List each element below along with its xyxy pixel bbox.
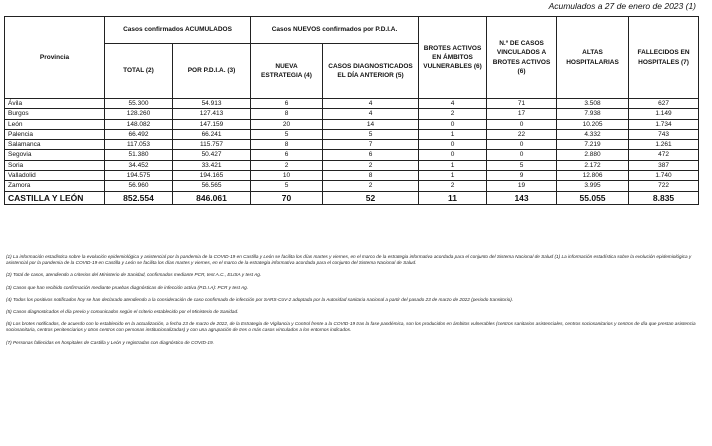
table-cell: 14 <box>323 119 419 129</box>
table-cell: 5 <box>487 160 557 170</box>
table-cell: 387 <box>629 160 699 170</box>
province-name: Palencia <box>5 129 105 139</box>
dia-anterior-header: CASOS DIAGNOSTICADOS EL DÍA ANTERIOR (5) <box>323 44 419 99</box>
table-cell: 0 <box>487 140 557 150</box>
table-cell: 4 <box>419 99 487 109</box>
table-cell: 1 <box>419 129 487 139</box>
footnote: (4) Todos los positivos notificados hoy se han declarado atendiendo a la consideración de caso confirmado de infección por SARS-CoV-2 adoptada por la Autoridad sanitaria nacional a partir del pasado 23 de marzo de 2022 (periodo transitorio). <box>6 296 514 302</box>
pdia-header: POR P.D.I.A. (3) <box>173 44 251 99</box>
nuevos-header: Casos NUEVOS confirmados por P.D.I.A. <box>251 17 419 44</box>
table-cell: 194.165 <box>173 171 251 181</box>
province-name: Ávila <box>5 99 105 109</box>
table-cell: 127.413 <box>173 109 251 119</box>
report-date-caption: Acumulados a 27 de enero de 2023 (1) <box>548 1 696 11</box>
table-cell: 17 <box>487 109 557 119</box>
table-cell: 0 <box>487 119 557 129</box>
province-name: Salamanca <box>5 140 105 150</box>
table-cell: 20 <box>251 119 323 129</box>
table-cell: 54.913 <box>173 99 251 109</box>
table-row <box>5 150 699 160</box>
table-cell: 71 <box>487 99 557 109</box>
table-cell: 9 <box>487 171 557 181</box>
table-cell: 6 <box>251 150 323 160</box>
total-label: CASTILLA Y LEÓN <box>5 191 105 204</box>
province-name: Soria <box>5 160 105 170</box>
footnotes <box>6 254 696 352</box>
table-cell: 0 <box>419 119 487 129</box>
table-cell: 56.565 <box>173 181 251 191</box>
footnote: (6) Los brotes notificados, de acuerdo con lo establecido en la actualización, a fecha 23 de marzo de 2022, de la Estrategia de Vigilancia y Control frente a la COVID-19 tras la fase pandémica, son los producidos en ámbitos vulnerables (centros sanitarios asistenciales, centros sociosanitarios y centros de día que prestan asistencia sociosanitaria, centros penitenciarios y otros centros con personas institucionalizadas) y con una agrupación de tres o más casos vinculados a los entornos indicados. <box>6 321 696 333</box>
table-cell: 66.492 <box>105 129 173 139</box>
table-cell: 1 <box>419 160 487 170</box>
covid-provinces-table <box>4 16 699 205</box>
table-cell: 12.806 <box>557 171 629 181</box>
footnote: (2) Total de casos, atendiendo a criterios del Ministerio de Sanidad, confirmados mediante PCR, test A.C., ELISA y test Ag. <box>6 272 262 278</box>
table-cell: 1.149 <box>629 109 699 119</box>
table-cell: 19 <box>487 181 557 191</box>
table-cell: 8 <box>251 109 323 119</box>
footnote: (5) Casos diagnosticados el día previo y comunicados según el criterio establecido por el Ministerio de Sanidad. <box>6 309 239 315</box>
table-cell: 6 <box>323 150 419 160</box>
table-cell: 1 <box>419 171 487 181</box>
table-cell: 128.260 <box>105 109 173 119</box>
footnote: (3) Casos que han recibido confirmación mediante pruebas diagnósticas de infección activa (P.D.I.A): PCR y test Ag. <box>6 284 249 290</box>
table-cell: 4 <box>323 99 419 109</box>
table-cell: 10.205 <box>557 119 629 129</box>
table-cell: 8 <box>323 171 419 181</box>
table-cell: 117.053 <box>105 140 173 150</box>
total-header: TOTAL (2) <box>105 44 173 99</box>
table-cell: 2 <box>419 181 487 191</box>
table-cell: 7.219 <box>557 140 629 150</box>
province-name: Zamora <box>5 181 105 191</box>
table-cell: 22 <box>487 129 557 139</box>
acumulados-header: Casos confirmados ACUMULADOS <box>105 17 251 44</box>
table-cell: 56.960 <box>105 181 173 191</box>
footnote: (1) La información estadística sobre la evolución epidemiológica y asistencial por la pandemia de la COVID-19 en Castilla y León se facilita los días martes y viernes, en el marco de la estrategia informativa acordada para el conjunto del Sistema Nacional de Salud (1) La información estadística sobre la evolución epidemiológica y asistencial por la pandemia de la COVID-19 en Castilla y León se facilita los días martes y viernes, en el marco de la estrategia informativa acordada para el conjunto del Sistema Nacional de Salud. <box>6 254 692 265</box>
table-cell: 6 <box>251 99 323 109</box>
table-cell: 5 <box>251 181 323 191</box>
province-name: Burgos <box>5 109 105 119</box>
table-cell: 115.757 <box>173 140 251 150</box>
table-row <box>5 129 699 139</box>
table-cell: 194.575 <box>105 171 173 181</box>
table-cell: 2 <box>251 160 323 170</box>
table-cell: 743 <box>629 129 699 139</box>
altas-header: ALTAS HOSPITALARIAS <box>557 17 629 99</box>
total-cell: 70 <box>251 191 323 204</box>
table-row <box>5 99 699 109</box>
table-cell: 5 <box>323 129 419 139</box>
table-cell: 4.332 <box>557 129 629 139</box>
table-cell: 50.427 <box>173 150 251 160</box>
table-cell: 66.241 <box>173 129 251 139</box>
table-cell: 722 <box>629 181 699 191</box>
table-cell: 2 <box>323 181 419 191</box>
table-cell: 1.734 <box>629 119 699 129</box>
table-cell: 2 <box>323 160 419 170</box>
table-cell: 7.938 <box>557 109 629 119</box>
nueva-estrategia-header: NUEVA ESTRATEGIA (4) <box>251 44 323 99</box>
table-cell: 3.508 <box>557 99 629 109</box>
table-row <box>5 140 699 150</box>
table-row <box>5 171 699 181</box>
table-cell: 1.261 <box>629 140 699 150</box>
provincia-header: Provincia <box>5 17 105 99</box>
table-cell: 147.159 <box>173 119 251 129</box>
table-cell: 1.740 <box>629 171 699 181</box>
table-cell: 627 <box>629 99 699 109</box>
table-cell: 55.300 <box>105 99 173 109</box>
table-cell: 472 <box>629 150 699 160</box>
province-name: Segovia <box>5 150 105 160</box>
total-cell: 143 <box>487 191 557 204</box>
table-cell: 3.995 <box>557 181 629 191</box>
table-cell: 10 <box>251 171 323 181</box>
brotes-header: BROTES ACTIVOS EN ÁMBITOS VULNERABLES (6) <box>419 17 487 99</box>
table-cell: 148.082 <box>105 119 173 129</box>
total-cell: 52 <box>323 191 419 204</box>
table-cell: 33.421 <box>173 160 251 170</box>
total-cell: 11 <box>419 191 487 204</box>
footnote: (7) Personas fallecidas en hospitales de Castilla y León y registradas con diagnóstico de COVID-19. <box>6 339 214 345</box>
table-row <box>5 181 699 191</box>
table-cell: 5 <box>251 129 323 139</box>
table-cell: 0 <box>487 150 557 160</box>
table-cell: 51.380 <box>105 150 173 160</box>
table-row <box>5 109 699 119</box>
table-cell: 2.880 <box>557 150 629 160</box>
vinculados-header: N.º DE CASOS VINCULADOS A BROTES ACTIVOS (6) <box>487 17 557 99</box>
table-cell: 0 <box>419 140 487 150</box>
table-cell: 4 <box>323 109 419 119</box>
table-cell: 34.452 <box>105 160 173 170</box>
table-row <box>5 119 699 129</box>
table-cell: 2.172 <box>557 160 629 170</box>
table-cell: 2 <box>419 109 487 119</box>
table-cell: 7 <box>323 140 419 150</box>
fallecidos-header: FALLECIDOS EN HOSPITALES (7) <box>629 17 699 99</box>
total-cell: 852.554 <box>105 191 173 204</box>
province-name: León <box>5 119 105 129</box>
total-cell: 8.835 <box>629 191 699 204</box>
table-row <box>5 160 699 170</box>
total-cell: 55.055 <box>557 191 629 204</box>
province-name: Valladolid <box>5 171 105 181</box>
table-cell: 0 <box>419 150 487 160</box>
total-row <box>5 191 699 204</box>
total-cell: 846.061 <box>173 191 251 204</box>
table-cell: 8 <box>251 140 323 150</box>
